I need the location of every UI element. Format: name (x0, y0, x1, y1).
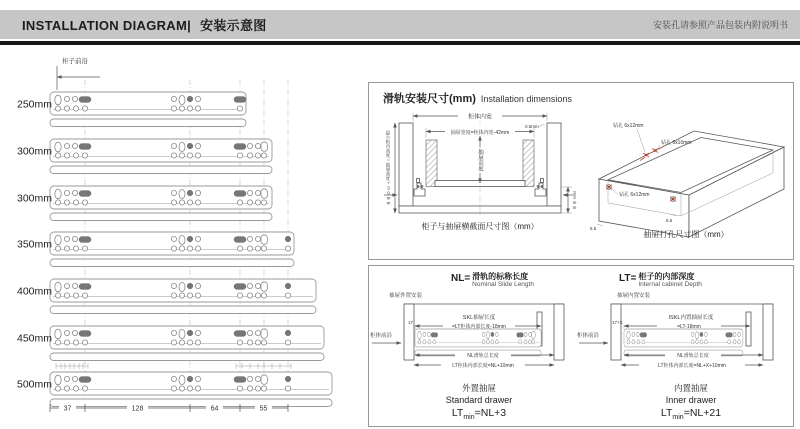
page-title-cn: 安装示意图 (200, 18, 267, 33)
installation-dimensions-panel (368, 82, 794, 260)
front-offset-dim: 17 (408, 320, 414, 325)
cross-section-caption: 柜子与抽屉横截面尺寸图（mm） (421, 222, 539, 231)
bottom-clearance-dim: 34mm (572, 190, 577, 210)
front-edge-label: 柜体前沿 (370, 333, 393, 339)
panel-title-en: Installation dimensions (480, 94, 572, 104)
slide-length-label: 400mm (17, 285, 53, 298)
inner-top-label: 抽屉内置安装 (617, 293, 651, 299)
caption-formula: $LT_{min}=NL+21$ (660, 407, 722, 422)
dim-55: 55 (259, 405, 268, 413)
slide-drawing-250mm (50, 92, 246, 127)
drill-dim-right: 6.5 (666, 218, 673, 223)
inner-width-dim: 柜体内宽 (467, 114, 493, 121)
caption-en: Standard drawer (445, 395, 513, 405)
drill-front-label: 钻孔 6x12mm (619, 192, 650, 198)
cabinet-front-edge-callout (57, 56, 100, 90)
caption-cn: 外置抽屉 (461, 383, 496, 393)
iskl-formula: =LT-18mm (677, 324, 701, 330)
slide-length-label: 300mm (17, 192, 53, 205)
skl-length-label: SKL抽屉长度 (462, 315, 496, 321)
dim-128: 128 (131, 405, 144, 413)
drill-dim-left: 6.5 (590, 226, 597, 231)
header-note: 安装孔请参照产品包装内附说明书 (652, 20, 788, 30)
drill-top-label: 钻孔 6x12mm (613, 123, 644, 129)
side-gap-dim: 0.5mm (525, 124, 539, 129)
slide-drawing-450mm (50, 326, 324, 361)
standard-drawer-caption (409, 382, 549, 424)
nl-definition (451, 272, 534, 289)
inner-drawer-drawing (577, 291, 773, 370)
nl-total-dim: NL滑轨总长度 (467, 353, 499, 359)
nl-prefix: NL= (451, 273, 471, 284)
header-rule (0, 41, 800, 45)
lt-cn: 柜子的内部深度 (638, 272, 695, 281)
slide-drawing-400mm (50, 279, 316, 314)
slide-length-label: 350mm (17, 238, 53, 251)
slide-length-panel (368, 265, 794, 427)
header-bar (0, 10, 800, 39)
slide-drawing-350mm (50, 232, 294, 267)
lt-en: Internal cabinet Depth (638, 281, 702, 288)
iskl-length-label: ISKL内置抽屉长度 (668, 315, 714, 321)
page-title (22, 15, 267, 34)
slide-length-label: 450mm (17, 332, 53, 345)
drawer-height-dim: 抽屉高度 (477, 149, 483, 171)
slide-length-label: 300mm (17, 145, 53, 158)
front-edge-label: 柜子前沿 (62, 58, 88, 65)
hole-pitch-ticks (56, 363, 291, 369)
front-edge-label: 柜体前沿 (577, 333, 600, 339)
nl-total-dim: NL滑轨总长度 (677, 353, 709, 359)
lt-formula-dim: LT柜体内部长度=NL+10mm (452, 363, 514, 369)
drawer-width-dim: 抽屉宽度=柜体内宽-42mm (450, 129, 510, 136)
slide-drawing-300mm (50, 186, 272, 221)
drill-caption: 抽屉打孔尺寸图（mm） (643, 230, 729, 239)
caption-en: Inner drawer (665, 395, 717, 405)
slide-length-label: 250mm (17, 98, 53, 111)
lt-definition (619, 272, 702, 289)
page-title-en: INSTALLATION DIAGRAM| (22, 18, 192, 33)
front-offset-dim: 17+X (612, 320, 623, 325)
slide-lengths-diagram (15, 50, 360, 425)
cabinet-cross-section (384, 112, 577, 216)
dim-37: 37 (63, 405, 72, 413)
min-height-dim: 最小柜内高度=抽屉高度+30mm (386, 130, 391, 206)
nl-cn: 滑轨的标称长度 (472, 272, 529, 281)
lt-formula-dim: LT柜体内部长度=NL+X+10mm (658, 363, 726, 369)
panel-title (383, 89, 572, 107)
slide-rows (50, 92, 332, 407)
caption-cn: 内置抽屉 (673, 383, 708, 393)
inner-drawer-caption (621, 382, 761, 424)
panel-title-cn: 滑轨安装尺寸(mm) (383, 93, 476, 105)
skl-formula: =LT柜体内部长度-18mm (452, 324, 506, 330)
slide-length-label: 500mm (17, 378, 53, 391)
standard-top-label: 抽屉外置安装 (389, 293, 423, 299)
drill-top2-label: 钻孔 6x10mm (661, 140, 692, 146)
drawer-drill-isometric (590, 122, 784, 237)
slide-drawing-500mm (50, 372, 332, 407)
nl-en: Nominal Slide Length (472, 281, 534, 288)
lt-prefix: LT= (619, 273, 637, 284)
standard-drawer-drawing (370, 291, 564, 370)
slide-drawing-300mm (50, 139, 272, 174)
caption-formula: $LT_{min}=NL+3$ (451, 407, 507, 422)
dim-64: 64 (210, 405, 219, 413)
